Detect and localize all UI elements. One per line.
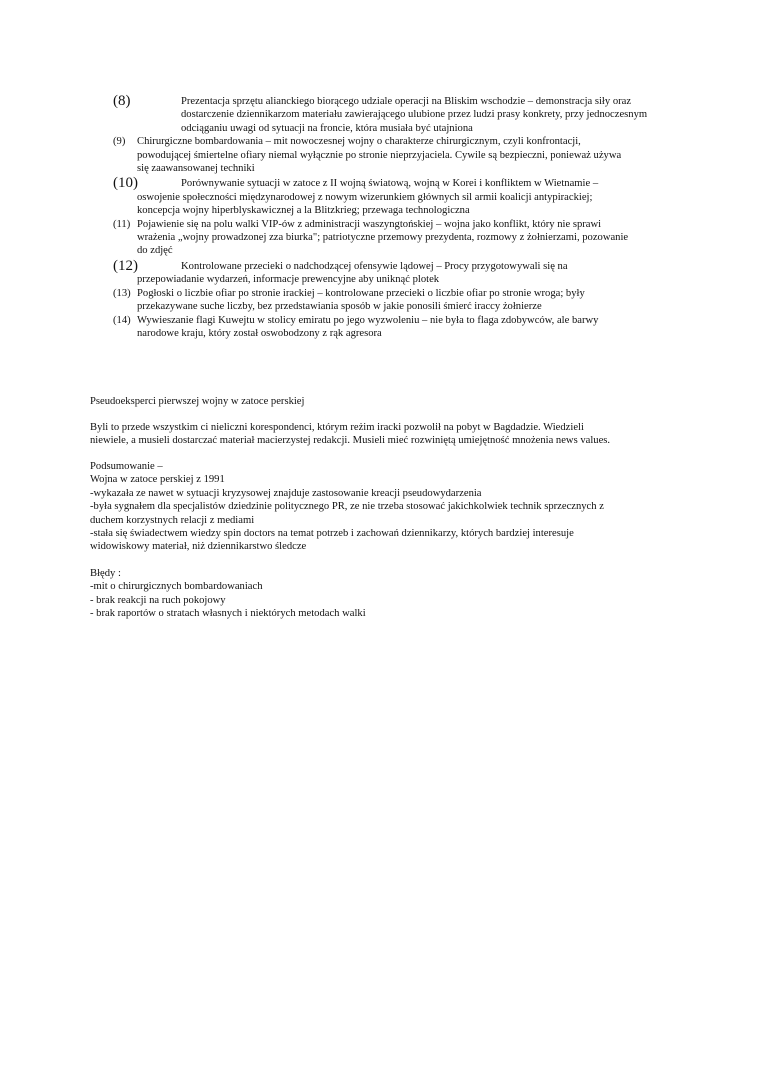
- pseudo-experts-body: [90, 421, 690, 448]
- error-line: - brak reakcji na ruch pokojowy: [90, 594, 226, 606]
- list-item: [113, 257, 683, 287]
- body-line: Byli to przede wszystkim ci nieliczni korespondenci, którym reżim iracki pozwolił na pobyt w Bagdadzie. Wiedzieli: [90, 422, 584, 433]
- summary-line: -wykazała ze nawet w sytuacji kryzysowej znajduje zastosowanie kreacji pseudowydarzenia: [90, 487, 482, 499]
- list-item-number: (11): [113, 218, 131, 230]
- summary-line: -stała się świadectwem wiedzy spin doctors na temat potrzeb i zachowań dziennikarzy, których bardziej interesuje: [90, 528, 574, 540]
- text-line: dostarczenie dziennikarzom materiału zawierającego ulubione przez ludzi prasy konkrety, przy jednoczesnym: [181, 109, 648, 121]
- summary-line: Wojna w zatoce perskiej z 1991: [90, 474, 225, 486]
- list-item-text: [137, 287, 683, 314]
- summary-line: -była sygnałem dla specjalistów dziedzinie politycznego PR, ze nie trzeba stosować jakichkolwiek technik sprzecznych z: [90, 501, 604, 513]
- text-line: odciąganiu uwagi od sytuacji na froncie, która musiała być utajniona: [181, 122, 473, 134]
- summary-line: duchem korzystnych relacji z mediami: [90, 514, 255, 526]
- text-line: przekazywane suche liczby, bez przedstawiania sposób w jakie ponosili śmierć iraccy żołnierze: [137, 301, 542, 313]
- list-item: [113, 218, 683, 258]
- text-line: powodującej śmiertelne ofiary niemal wyłącznie po stronie nieprzyjaciela. Cywile są bezpieczni, ponieważ używa: [137, 149, 622, 161]
- text-line: Wywieszanie flagi Kuwejtu w stolicy emiratu po jego wyzwoleniu – nie była to flaga zdobywców, ale barwy: [137, 314, 599, 326]
- text-line: Chirurgiczne bombardowania – mit nowoczesnej wojny o charakterze chirurgicznym, czyli konfrontacji,: [137, 136, 581, 148]
- error-line: -mit o chirurgicznych bombardowaniach: [90, 581, 263, 593]
- list-item-number: (12): [113, 257, 138, 274]
- error-line: Błędy :: [90, 568, 121, 579]
- pseudo-experts-section: [90, 395, 690, 408]
- list-item-number: (8): [113, 93, 131, 109]
- text-line: Porównywanie sytuacji w zatoce z II wojną światową, wojną w Korei i konfliktem w Wietnamie –: [181, 178, 599, 190]
- list-item: [113, 135, 683, 175]
- text-line: koncepcja wojny hiperblyskawicznej a la Blitzkrieg; przewaga technologiczna: [137, 205, 470, 217]
- text-line: Pogłoski o liczbie ofiar po stronie irackiej – kontrolowane przecieki o liczbie ofiar po stronie wroga; były: [137, 287, 585, 299]
- text-line: oswojenie społeczności międzynarodowej z nowym wizerunkiem głównych sil armii koalicji antypirackiej;: [137, 191, 593, 203]
- text-line: przepowiadanie wydarzeń, informacje prewencyjne aby uniknąć plotek: [137, 274, 440, 286]
- list-item-text: [137, 135, 683, 175]
- list-item: [113, 95, 683, 135]
- list-item: [113, 314, 683, 341]
- list-item-number: (13): [113, 287, 131, 299]
- numbered-list: [113, 93, 683, 340]
- text-line: narodowe kraju, który został oswobodzony z rąk agresora: [137, 327, 382, 339]
- list-item-text: [137, 95, 683, 135]
- list-item-text: [137, 260, 683, 287]
- list-item-text: [137, 314, 683, 341]
- list-item: [113, 287, 683, 314]
- text-line: Pojawienie się na polu walki VIP-ów z administracji waszyngtońskiej – wojna jako konflikt, który nie sprawi: [137, 218, 602, 230]
- list-item-number: (10): [113, 175, 138, 192]
- section-heading: Pseudoeksperci pierwszej wojny w zatoce perskiej: [90, 396, 305, 407]
- text-line: się zaawansowanej techniki: [137, 163, 255, 175]
- body-line: niewiele, a musieli dostarczać materiał macierzystej redakcji. Musieli mieć rozwiniętą umiejętność mnożenia news values.: [90, 435, 611, 447]
- list-item-text: [137, 177, 683, 217]
- list-item-number: (9): [113, 136, 126, 148]
- list-item-text: [137, 218, 683, 258]
- summary-line: widowiskowy materiał, niż dziennikarstwo śledcze: [90, 541, 307, 553]
- error-line: - brak raportów o stratach własnych i niektórych metodach walki: [90, 608, 366, 620]
- text-line: wrażenia „wojny prowadzonej zza biurka"; patriotyczne przemowy prezydenta, rozmowy z żołnierzami, pozowanie: [137, 232, 629, 244]
- text-line: Prezentacja sprzętu alianckiego biorącego udziale operacji na Bliskim wschodzie – demonstracja siły oraz: [181, 96, 632, 107]
- list-item: [113, 177, 683, 217]
- summary-line: Podsumowanie –: [90, 461, 163, 472]
- text-line: do zdjęć: [137, 245, 173, 257]
- errors-section: [90, 567, 690, 621]
- list-item-number: (14): [113, 314, 131, 326]
- text-line: Kontrolowane przecieki o nadchodzącej ofensywie lądowej – Procy przygotowywali się na: [181, 260, 568, 272]
- summary-section: [90, 460, 690, 554]
